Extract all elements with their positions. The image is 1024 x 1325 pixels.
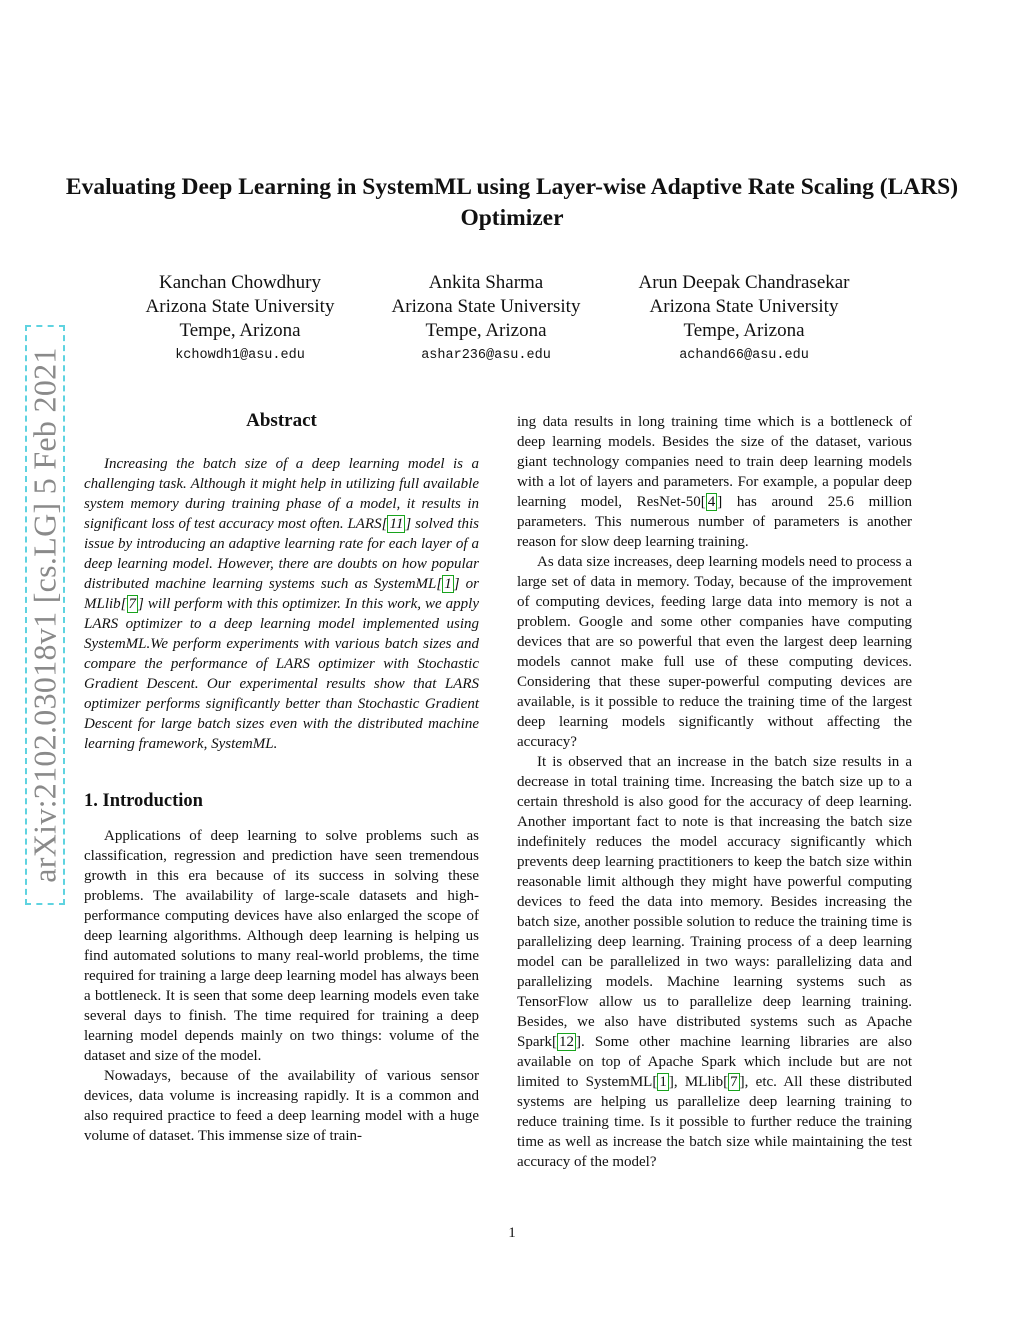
author-affiliation: Arizona State University — [649, 296, 839, 317]
author-block-1 — [100, 271, 380, 363]
author-name: Arun Deepak Chandrasekar — [638, 272, 850, 293]
paper-title: Evaluating Deep Learning in SystemML using Layer-wise Adaptive Rate Scaling (LARS) Optimizer — [65, 174, 959, 231]
intro-paragraph: Nowadays, because of the availability of various sensor devices, data volume is increasing rapidly. It is a common and also required practice to feed a deep learning model with a huge volume of dataset. This immense size of train- — [84, 1068, 479, 1144]
citation-link[interactable]: 4 — [707, 494, 716, 510]
body-span: It is observed that an increase in the batch size results in a decrease in total training time. Increasing the batch size up to a certain threshold is also good for the accuracy of deep learning. Another important fact to note is that increasing the batch size indefinitely reduces the model accuracy significantly which prevents deep learning practitioners to keep the batch size within reasonable limit although they might have powerful computing devices to feed the data into memory. Besides increasing the batch size, another possible solution to reduce the training time is parallelizing deep learning. Training process of a deep learning model can be parallelized in two ways: parallelizing data and parallelizing models. Machine learning systems such as TensorFlow allow us to parallelize deep learning training. Besides, we also have distributed systems such as Apache Spark[ — [517, 754, 912, 1050]
arxiv-id: arXiv:2102.03018v1 [cs.LG] 5 Feb 2021 — [26, 347, 63, 883]
intro-paragraph: Applications of deep learning to solve problems such as classification, regression and prediction have seen tremendous growth in this era because of its success in solving these problems. The availability of large-scale datasets and high-performance computing devices have also enlarged the scope of deep learning algorithms. Although deep learning is helping us find automated solutions to many real-world problems, the time required for training a large deep learning model has always been a bottleneck. It is seen that some deep learning models even take several days to finish. The time required for training a deep learning model depends mainly on two things: volume of the dataset and size of the model. — [84, 828, 479, 1064]
abstract-span: ] will perform with this optimizer. In this work, we apply LARS optimizer to a deep learning model implemented using SystemML.We perform experiments with various batch sizes and compare the performance of LARS optimizer with Stochastic Gradient Descent. Our experimental results show that LARS optimizer performs significantly better than Stochastic Gradient Descent for large batch sizes even with the distributed machine learning framework, SystemML. — [84, 596, 479, 752]
author-email: kchowdh1@asu.edu — [175, 348, 305, 363]
arxiv-stamp — [25, 325, 65, 905]
author-location: Tempe, Arizona — [179, 320, 301, 341]
citation-link[interactable]: 7 — [730, 1074, 738, 1090]
body-paragraph — [517, 412, 912, 552]
body-span: ]. Some other machine learning libraries are also available on top of Apache Spark which include but are not limited to SystemML[ — [517, 1034, 912, 1090]
author-block-3 — [604, 271, 884, 363]
citation-link[interactable]: 7 — [128, 596, 137, 612]
body-span: ], MLlib[ — [668, 1074, 729, 1090]
citation-link[interactable]: 1 — [444, 576, 452, 592]
abstract-span: ] solved this issue by introducing an adaptive learning rate for each layer of a deep learning model. However, there are doubts on how popular distributed machine learning systems such as SystemML[ — [84, 516, 479, 592]
abstract-heading: Abstract — [246, 410, 317, 431]
abstract-text — [84, 454, 479, 754]
body-paragraph — [517, 752, 912, 1172]
left-column — [84, 410, 479, 1146]
citation-link[interactable]: 1 — [659, 1074, 667, 1090]
body-span: ], etc. All these distributed systems are helping us parallelize deep learning training to reduce training time. Is it possible to further reduce the training time as well as increase the batch size while maintaining the test accuracy of the model? — [517, 1074, 912, 1170]
author-affiliation: Arizona State University — [391, 296, 581, 317]
author-location: Tempe, Arizona — [683, 320, 805, 341]
right-column — [517, 412, 912, 1172]
author-affiliation: Arizona State University — [145, 296, 335, 317]
author-email: achand66@asu.edu — [679, 348, 809, 363]
abstract-span: ] or MLlib[ — [84, 576, 479, 612]
author-email: ashar236@asu.edu — [421, 348, 551, 363]
page-number: 1 — [508, 1225, 516, 1241]
abstract-span: Increasing the batch size of a deep learning model is a challenging task. Although it might help in utilizing full available system memory during training phase of a model, it results in significant loss of test accuracy most often. LARS[ — [84, 456, 479, 532]
citation-link[interactable]: 11 — [389, 516, 404, 532]
body-paragraph: As data size increases, deep learning models need to process a large set of data in memory. Today, because of the improvement of computing devices, feeding large data into memory is not a problem. Google and some other companies have computing devices that are so powerful that even the largest deep learning models cannot make full use of these computing devices. Considering that these super-powerful computing devices are available, is it possible to reduce the training time of the largest deep learning models significantly without affecting the accuracy? — [517, 554, 912, 750]
author-name: Kanchan Chowdhury — [159, 272, 321, 293]
body-span: ] has around 25.6 million parameters. This numerous number of parameters is another reason for slow deep learning training. — [517, 494, 912, 550]
author-name: Ankita Sharma — [428, 272, 544, 293]
author-block-2 — [346, 271, 626, 363]
body-span: ing data results in long training time which is a bottleneck of deep learning models. Besides the size of the dataset, various giant technology companies need to train deep learning models with a lot of layers and parameters. For example, a popular deep learning model, ResNet-50[ — [517, 414, 912, 510]
citation-link[interactable]: 12 — [559, 1034, 574, 1050]
section-heading-introduction: 1. Introduction — [84, 791, 203, 811]
author-location: Tempe, Arizona — [425, 320, 547, 341]
